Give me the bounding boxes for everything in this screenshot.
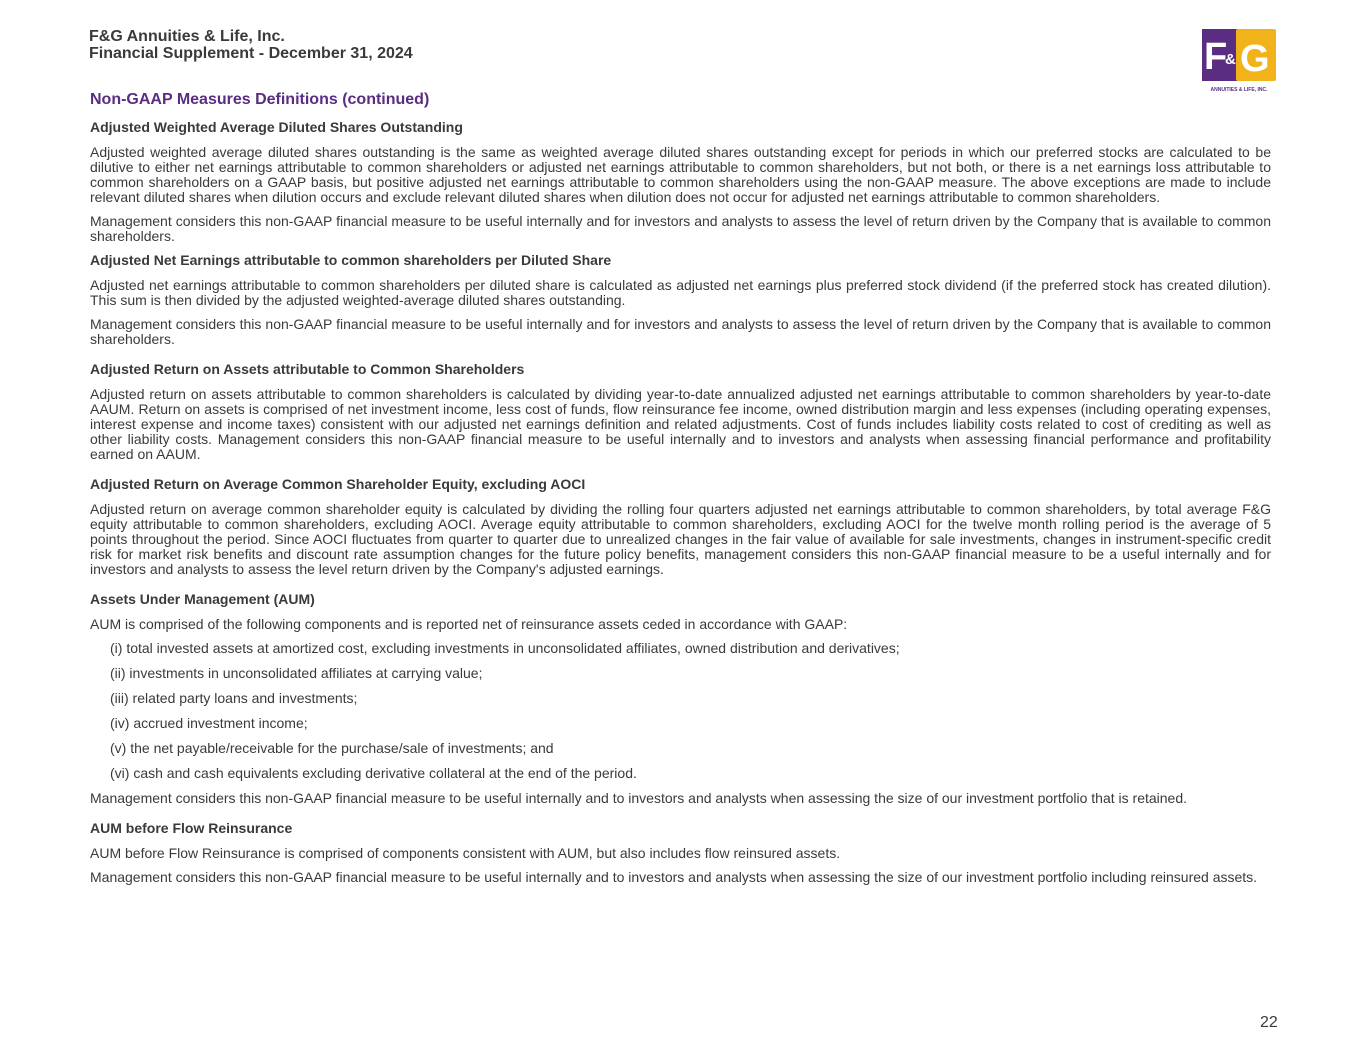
fg-logo-mark (1200, 29, 1278, 93)
list-item: (i) total invested assets at amortized cost, excluding investments in unconsolidated affiliates, owned distribution and derivatives; (110, 640, 900, 656)
svg-text:G: G (1240, 38, 1270, 80)
section-title: Non-GAAP Measures Definitions (continued) (90, 91, 430, 108)
document-header (89, 28, 413, 62)
heading-adjusted-net-earnings-per-share: Adjusted Net Earnings attributable to common shareholders per Diluted Share (90, 252, 612, 268)
heading-adjusted-weighted-average-shares: Adjusted Weighted Average Diluted Shares Outstanding (90, 119, 463, 135)
paragraph: Management considers this non-GAAP financial measure to be useful internally and to investors and analysts when assessing the size of our investment portfolio including reinsured assets. (90, 869, 1258, 885)
paragraph: Adjusted return on average common shareholder equity is calculated by dividing the rolling four quarters adjusted net earnings attributable to common shareholders, by total average F&G equity attributable to common shareholders, excluding AOCI. Average equity attributable to common shareholders, excluding AOCI for the twelve month rolling period is the average of 5 points throughout the period. Since AOCI fluctuates from quarter to quarter due to unrealized changes in the fair value of available for sale investments, changes in instrument-specific credit risk for market risk benefits and discount rate assumption changes for the future policy benefits, management considers this non-GAAP financial measure to be a useful internally and for investors and analysts to assess the level return driven by the Company's adjusted earnings. (90, 501, 1271, 577)
paragraph: Management considers this non-GAAP financial measure to be useful internally and to investors and analysts when assessing the size of our investment portfolio that is retained. (90, 790, 1188, 806)
svg-text:F: F (1204, 36, 1228, 78)
heading-adjusted-return-on-equity: Adjusted Return on Average Common Shareholder Equity, excluding AOCI (90, 476, 586, 492)
document-subtitle: Financial Supplement - December 31, 2024 (89, 45, 413, 62)
svg-text:ANNUITIES & LIFE, INC.: ANNUITIES & LIFE, INC. (1210, 87, 1268, 93)
paragraph: Management considers this non-GAAP financial measure to be useful internally and for investors and analysts to assess the level of return driven by the Company that is available to common shareholders. (90, 213, 1271, 244)
paragraph: Management considers this non-GAAP financial measure to be useful internally and for investors and analysts to assess the level of return driven by the Company that is available to common shareholders. (90, 316, 1271, 347)
company-name: F&G Annuities & Life, Inc. (89, 28, 285, 45)
paragraph: Adjusted return on assets attributable to common shareholders is calculated by dividing year-to-date annualized adjusted net earnings attributable to common shareholders by year-to-date AAUM. Return on assets is comprised of net investment income, less cost of funds, flow reinsurance fee income, owned distribution margin and less expenses (including operating expenses, interest expense and income taxes) consistent with our adjusted net earnings definition and related adjustments. Cost of funds includes liability costs related to cost of crediting as well as other liability costs. Management considers this non-GAAP financial measure to be useful internally and to investors and analysts when assessing financial performance and profitability earned on AAUM. (90, 386, 1271, 462)
paragraph: Adjusted weighted average diluted shares outstanding is the same as weighted average diluted shares outstanding except for periods in which our preferred stocks are calculated to be dilutive to either net earnings attributable to common shareholders or adjusted net earnings attributable to common shareholders, but not both, or there is a net earnings loss attributable to common shareholders on a GAAP basis, but positive adjusted net earnings attributable to common shareholders using the non-GAAP measure. The above exceptions are made to include relevant diluted shares when dilution occurs and exclude relevant diluted shares when dilution does not occur for adjusted net earnings attributable to common shareholders. (90, 144, 1271, 205)
list-item: (ii) investments in unconsolidated affiliates at carrying value; (110, 665, 483, 681)
svg-text:&: & (1225, 51, 1236, 68)
paragraph: Adjusted net earnings attributable to common shareholders per diluted share is calculated as adjusted net earnings plus preferred stock dividend (if the preferred stock has created dilution). This sum is then divided by the adjusted weighted-average diluted shares outstanding. (90, 277, 1271, 308)
heading-aum-before-flow-reinsurance: AUM before Flow Reinsurance (90, 820, 293, 836)
list-item: (v) the net payable/receivable for the purchase/sale of investments; and (110, 740, 554, 756)
paragraph: AUM is comprised of the following components and is reported net of reinsurance assets ceded in accordance with GAAP: (90, 616, 848, 632)
heading-aum: Assets Under Management (AUM) (90, 591, 315, 607)
list-item: (vi) cash and cash equivalents excluding derivative collateral at the end of the period. (110, 765, 637, 781)
list-item: (iv) accrued investment income; (110, 715, 308, 731)
heading-adjusted-return-on-assets: Adjusted Return on Assets attributable to Common Shareholders (90, 361, 525, 377)
main-content (90, 91, 1271, 894)
paragraph: AUM before Flow Reinsurance is comprised of components consistent with AUM, but also includes flow reinsured assets. (90, 845, 841, 861)
list-item: (iii) related party loans and investments; (110, 690, 358, 706)
fg-logo (1200, 29, 1278, 93)
page-number: 22 (1260, 1014, 1278, 1031)
